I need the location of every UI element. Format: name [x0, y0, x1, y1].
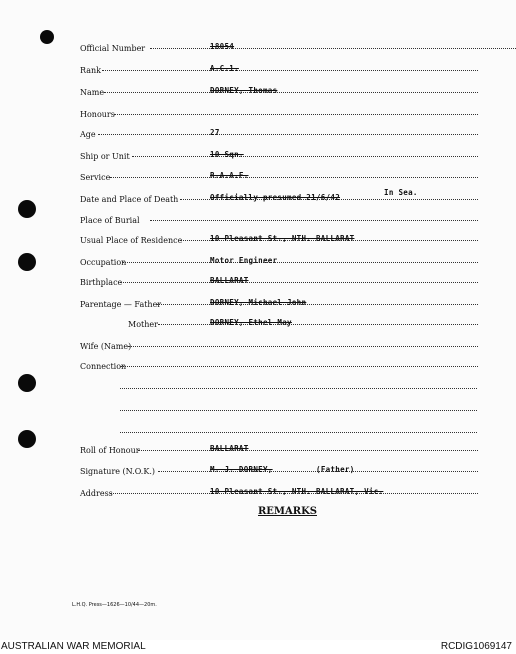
- name-value: DORNEY, Thomas: [210, 86, 278, 95]
- birthplace-value: BALLARAT: [210, 276, 249, 285]
- record-id: RCDIG1069147: [440, 641, 512, 652]
- print-code: L.H.Q. Press—1626—10/44—20m.: [72, 602, 157, 608]
- roll-value: BALLARAT: [210, 444, 249, 453]
- age-value: 27: [210, 128, 220, 137]
- remarks-heading: REMARKS: [258, 506, 317, 517]
- punch-hole: [18, 430, 36, 448]
- connection-line: [120, 410, 477, 411]
- archive-name: AUSTRALIAN WAR MEMORIAL: [1, 641, 146, 652]
- burial-label: Place of Burial: [80, 216, 140, 225]
- mother-label: Mother: [128, 320, 158, 329]
- connection-line: [120, 388, 477, 389]
- signature-extra: (Father): [316, 465, 355, 474]
- connection-line: [120, 432, 477, 433]
- residence-value: 10 Pleasant St., NTH. BALLARAT: [210, 234, 355, 243]
- birthplace-label: Birthplace: [80, 278, 123, 287]
- punch-hole: [18, 253, 36, 271]
- service-label: Service: [80, 173, 111, 182]
- mother-value: DORNEY, Ethel May: [210, 318, 292, 327]
- occupation-value: Motor Engineer: [210, 256, 278, 265]
- occupation-label: Occupation: [80, 258, 127, 267]
- father-label: Parentage — Father: [80, 300, 162, 309]
- death-value: Officially presumed 21/6/42: [210, 193, 341, 202]
- rank-value: A.C.1.: [210, 64, 239, 73]
- rank-label: Rank: [80, 66, 101, 75]
- punch-hole: [40, 30, 54, 44]
- age-label: Age: [80, 130, 96, 139]
- address-label: Address: [80, 489, 113, 498]
- connection-label: Connection: [80, 362, 127, 371]
- archive-footer: [0, 640, 516, 654]
- signature-label: Signature (N.O.K.): [80, 467, 155, 476]
- punch-hole: [18, 374, 36, 392]
- death-extra: In Sea.: [384, 188, 418, 197]
- honours-label: Honours: [80, 110, 115, 119]
- official-number-label: Official Number: [80, 44, 146, 53]
- name-label: Name: [80, 88, 105, 97]
- wife-label: Wife (Name): [80, 342, 132, 351]
- service-value: R.A.A.F.: [210, 171, 249, 180]
- ship-unit-value: 10 Sqn.: [210, 150, 244, 159]
- signature-value: M. J. DORNEY,: [210, 465, 273, 474]
- address-value: 10 Pleasant St., NTH. BALLARAT, Vic.: [210, 487, 384, 496]
- punch-hole: [18, 200, 36, 218]
- father-value: DORNEY, Michael John: [210, 298, 307, 307]
- ship-unit-label: Ship or Unit: [80, 152, 130, 161]
- death-label: Date and Place of Death: [80, 195, 179, 204]
- roll-label: Roll of Honour: [80, 446, 140, 455]
- official-number-value: 18054: [210, 42, 235, 51]
- residence-label: Usual Place of Residence: [80, 236, 183, 245]
